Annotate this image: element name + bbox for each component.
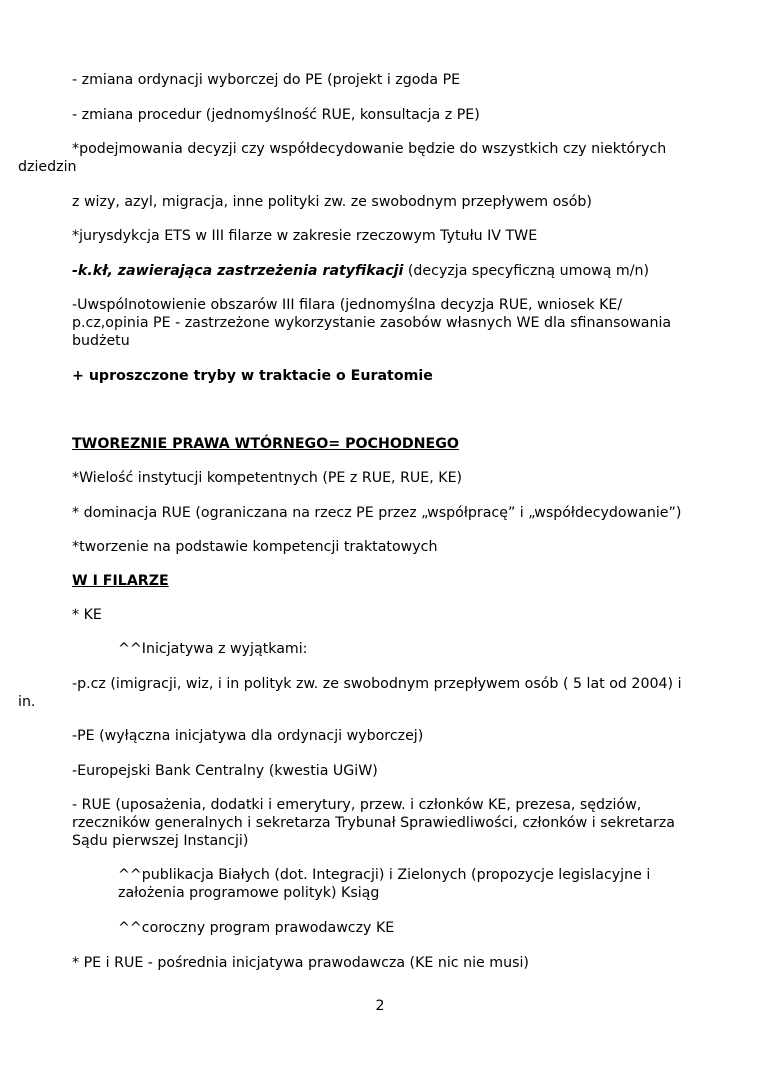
text-line: p.cz,opinia PE - zastrzeżone wykorzystanie zasobów własnych WE dla sfinansowania <box>72 315 672 331</box>
text-line: rzeczników generalnych i sekretarza Trybunał Sprawiedliwości, członków i sekretarza <box>72 815 675 831</box>
text-line: - RUE (uposażenia, dodatki i emerytury, przew. i członków KE, prezesa, sędziów, <box>72 797 642 813</box>
text-line: in. <box>18 694 36 710</box>
text-line: *Wielość instytucji kompetentnych (PE z RUE, RUE, KE) <box>72 470 463 486</box>
section-heading: W I FILARZE <box>72 573 169 589</box>
text-line-bold: + uproszczone tryby w traktacie o Euratomie <box>72 368 433 384</box>
text-line: ^^publikacja Białych (dot. Integracji) i Zielonych (propozycje legislacyjne i <box>118 867 651 883</box>
text-line: założenia programowe polityk) Ksiąg <box>118 885 380 901</box>
text-line: * dominacja RUE (ograniczana na rzecz PE przez „współpracę” i „współdecydowanie”) <box>72 505 682 521</box>
text-line: ^^coroczny program prawodawczy KE <box>118 920 395 936</box>
page-number: 2 <box>375 998 385 1014</box>
text-line <box>72 262 649 280</box>
text-span: (decyzja specyficzną umową m/n) <box>403 263 650 279</box>
text-line: - zmiana ordynacji wyborczej do PE (projekt i zgoda PE <box>72 72 461 88</box>
text-line: ^^Inicjatywa z wyjątkami: <box>118 641 308 657</box>
text-line: * PE i RUE - pośrednia inicjatywa prawodawcza (KE nic nie musi) <box>72 955 529 971</box>
text-line: - zmiana procedur (jednomyślność RUE, konsultacja z PE) <box>72 107 480 123</box>
text-line: -Uwspólnotowienie obszarów III filara (jednomyślna decyzja RUE, wniosek KE/ <box>72 297 623 313</box>
text-line: *tworzenie na podstawie kompetencji traktatowych <box>72 539 438 555</box>
text-line: dziedzin <box>18 159 77 175</box>
text-line: *podejmowania decyzji czy współdecydowanie będzie do wszystkich czy niektórych <box>72 141 667 157</box>
text-line: * KE <box>72 607 102 623</box>
text-line: -Europejski Bank Centralny (kwestia UGiW) <box>72 763 378 779</box>
text-line: budżetu <box>72 333 130 349</box>
text-line: Sądu pierwszej Instancji) <box>72 833 249 849</box>
text-line: z wizy, azyl, migracja, inne polityki zw. ze swobodnym przepływem osób) <box>72 194 592 210</box>
text-line: -p.cz (imigracji, wiz, i in polityk zw. ze swobodnym przepływem osób ( 5 lat od 2004) i <box>72 676 682 692</box>
emphasis-text: -k.kł, zawierająca zastrzeżenia ratyfikacji <box>72 263 404 279</box>
text-line: -PE (wyłączna inicjatywa dla ordynacji wyborczej) <box>72 728 424 744</box>
text-line: *jurysdykcja ETS w III filarze w zakresie rzeczowym Tytułu IV TWE <box>72 228 538 244</box>
section-heading: TWOREZNIE PRAWA WTÓRNEGO= POCHODNEGO <box>72 436 459 452</box>
